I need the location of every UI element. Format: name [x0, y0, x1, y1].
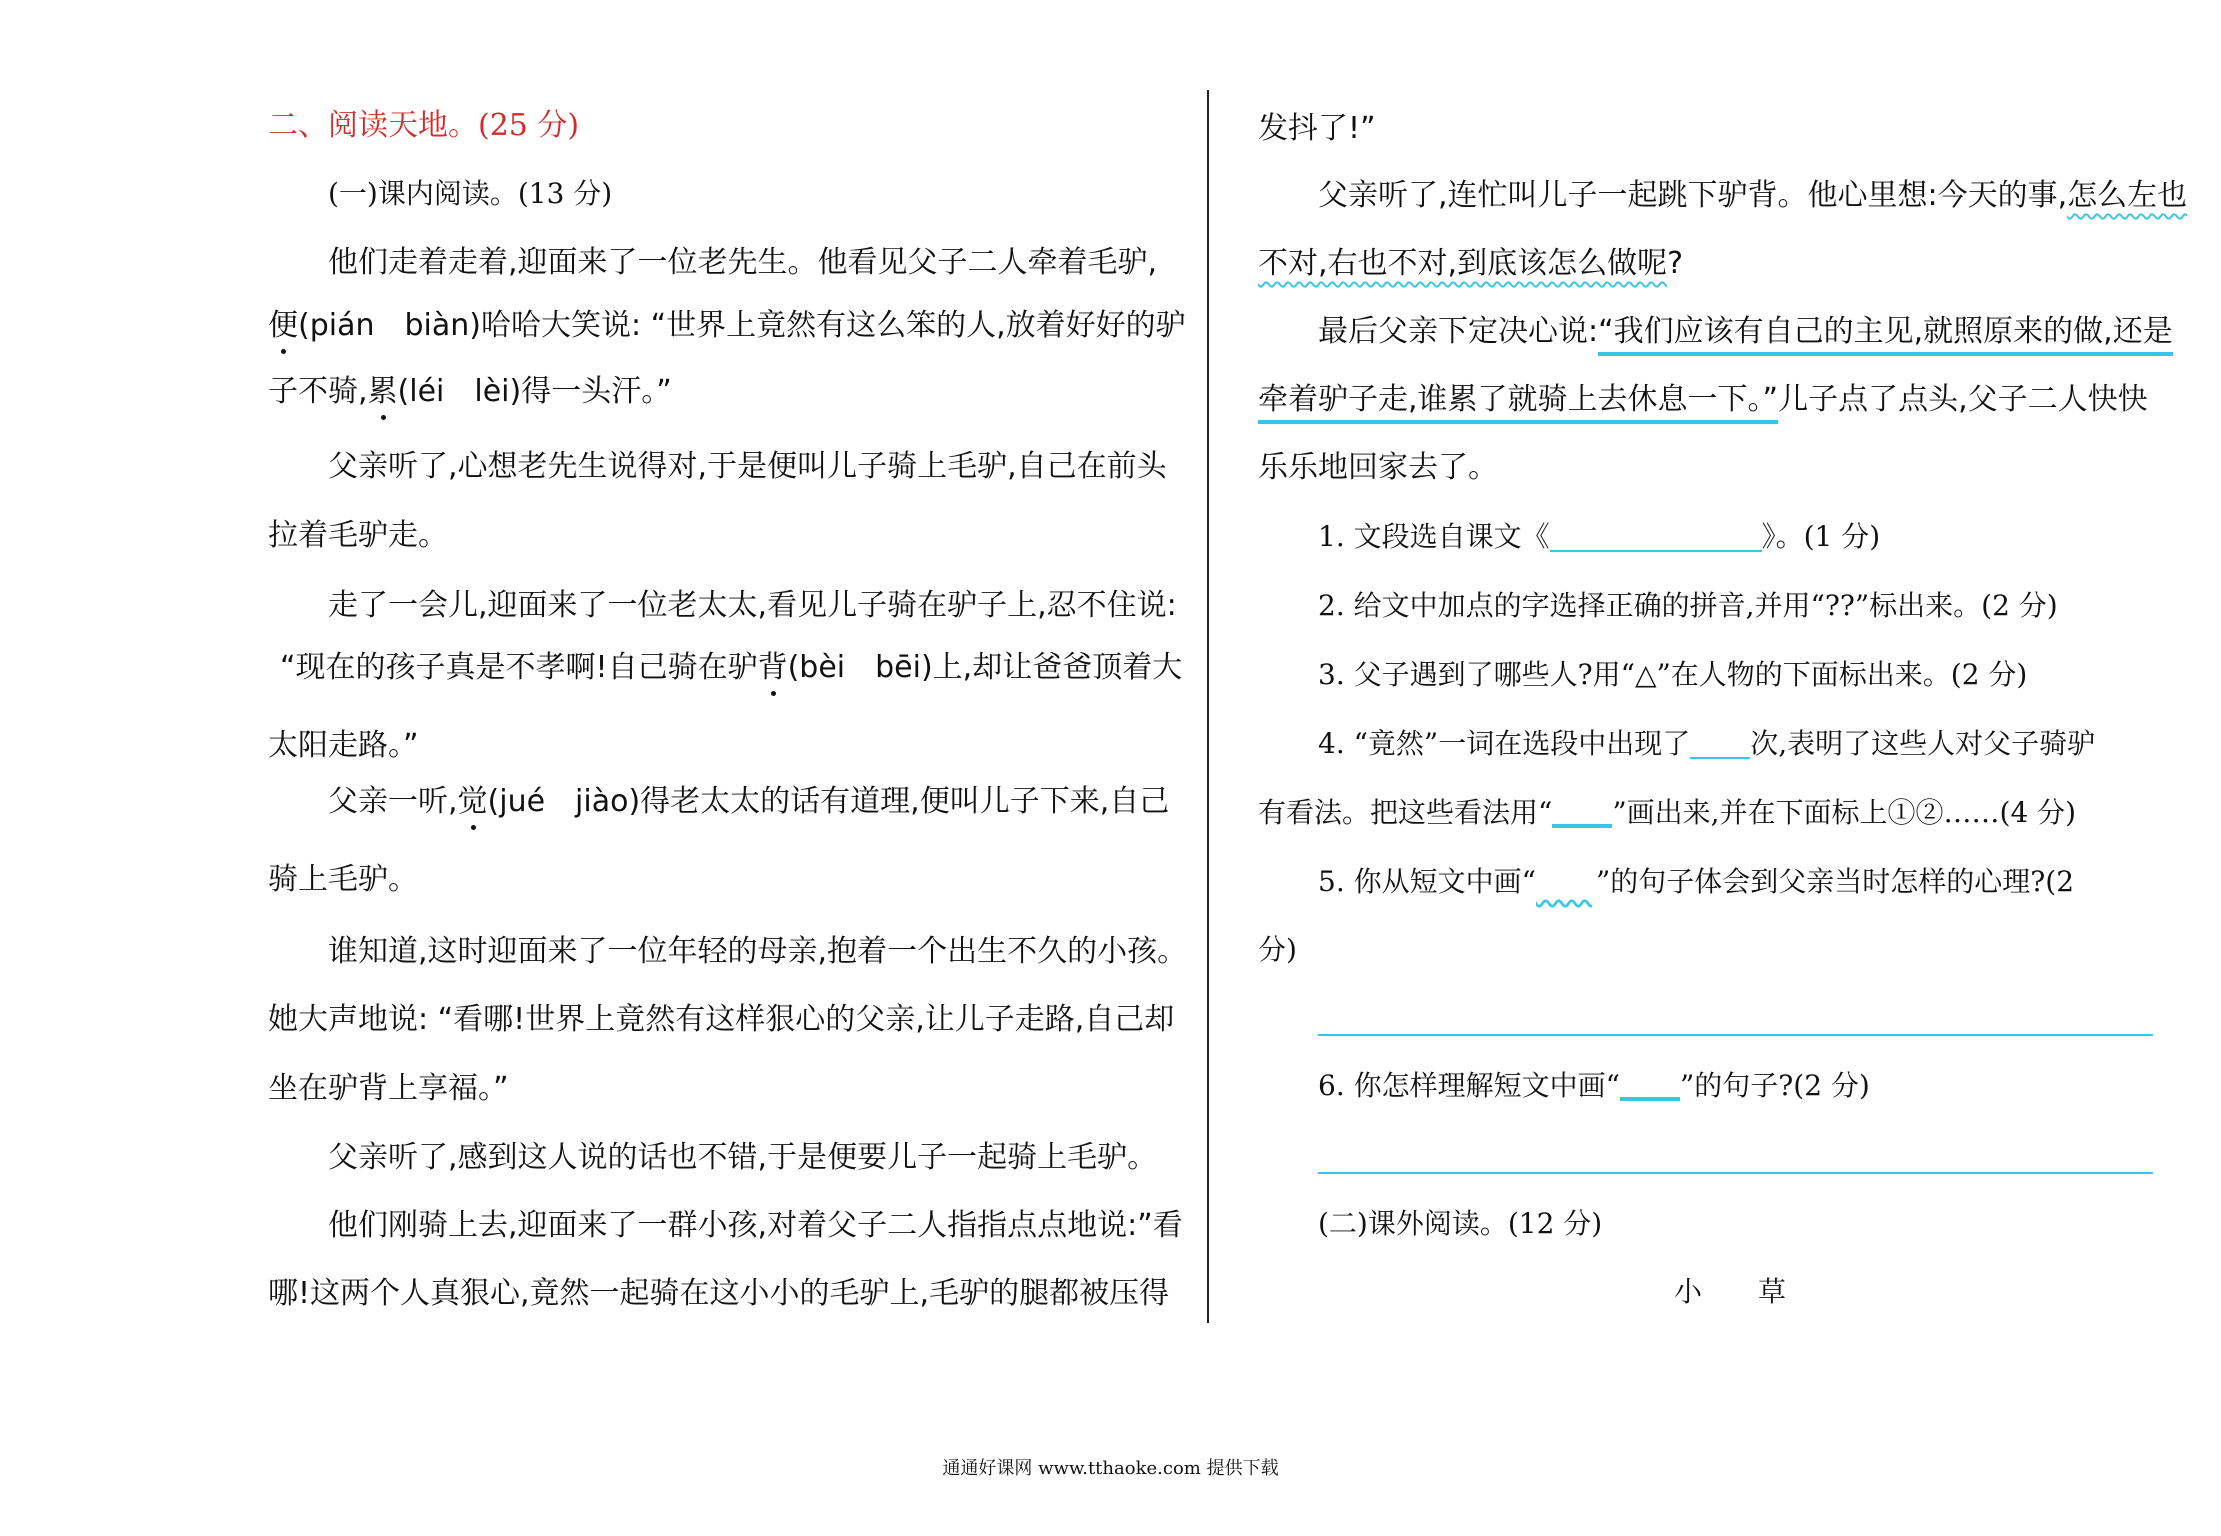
dotted-char: 背 [758, 648, 788, 688]
question-text: ”画出来,并在下面标上①②……(4 分) [1612, 796, 2077, 829]
answer-blank[interactable] [1690, 727, 1750, 759]
passage-line: 拉着毛驴走。 [268, 518, 448, 553]
section-heading: 二、阅读天地。(25 分) [268, 108, 580, 143]
passage-line: 他们走着走着,迎面来了一位老先生。他看见父子二人牵着毛驴, [328, 245, 1158, 280]
column-divider [1207, 90, 1209, 1323]
passage-line: 走了一会儿,迎面来了一位老太太,看见儿子骑在驴子上,忍不住说: [328, 588, 1177, 623]
passage-text: 父亲听了,连忙叫儿子一起跳下驴背。他心里想:今天的事, [1318, 178, 2068, 213]
passage-text: (léi lèi)得一头汗。” [397, 374, 672, 409]
passage-line [280, 648, 1182, 688]
passage-line [328, 782, 1169, 822]
question-text: 6. 你怎样理解短文中画“ [1318, 1069, 1620, 1102]
wavy-underlined-text: 不对,右也不对,到底该怎么做呢 [1258, 246, 1668, 281]
question-text: 有看法。把这些看法用“ [1258, 796, 1553, 829]
passage-line: 太阳走路。” [268, 728, 419, 763]
question-1 [1318, 517, 1880, 557]
passage-line: 谁知道,这时迎面来了一位年轻的母亲,抱着一个出生不久的小孩。 [328, 934, 1188, 969]
passage-text: (bèi bēi)上,却让爸爸顶着大 [787, 650, 1183, 685]
straight-line-mark [1552, 794, 1612, 828]
dotted-char: 累 [368, 372, 398, 412]
subsection-heading: (一)课内阅读。(13 分) [328, 177, 613, 210]
question-4-cont [1258, 793, 2076, 833]
passage-line [1258, 380, 2148, 420]
question-6 [1318, 1066, 1870, 1106]
story-title: 小 草 [1674, 1275, 1787, 1308]
straight-line-mark [1620, 1067, 1680, 1101]
answer-line[interactable] [1318, 1034, 2153, 1036]
answer-blank[interactable] [1550, 520, 1762, 552]
wavy-line-mark [1536, 868, 1596, 898]
question-2: 2. 给文中加点的字选择正确的拼音,并用“??”标出来。(2 分) [1318, 589, 2058, 622]
passage-text: 子不骑, [268, 374, 368, 409]
passage-text: (jué jiào)得老太太的话有道理,便叫儿子下来,自己 [487, 784, 1170, 819]
question-5-cont: 分) [1258, 933, 1297, 966]
answer-line[interactable] [1318, 1172, 2153, 1174]
question-3: 3. 父子遇到了哪些人?用“△”在人物的下面标出来。(2 分) [1318, 658, 2028, 691]
passage-line [1318, 176, 2187, 216]
passage-line [268, 306, 1186, 346]
passage-line: 乐乐地回家去了。 [1258, 450, 1498, 485]
passage-line: 哪!这两个人真狠心,竟然一起骑在这小小的毛驴上,毛驴的腿都被压得 [268, 1276, 1170, 1311]
passage-line: 骑上毛驴。 [268, 862, 418, 897]
passage-line [1318, 312, 2173, 352]
question-text: 次,表明了这些人对父子骑驴 [1750, 727, 2096, 760]
passage-text: 最后父亲下定决心说: [1318, 314, 1599, 349]
passage-line [1258, 244, 1683, 284]
passage-text: ? [1667, 246, 1684, 281]
passage-text: 儿子点了点头,父子二人快快 [1778, 382, 2148, 417]
passage-text: (pián biàn)哈哈大笑说: “世界上竟然有这么笨的人,放着好好的驴 [298, 308, 1186, 343]
question-text: 1. 文段选自课文《 [1318, 520, 1550, 553]
question-text: 4. “竟然”一词在选段中出现了 [1318, 727, 1691, 760]
wavy-underlined-text: 怎么左也 [2067, 178, 2188, 213]
question-text: ”的句子体会到父亲当时怎样的心理?(2 [1595, 865, 2075, 898]
question-text: ”的句子?(2 分) [1679, 1069, 1870, 1102]
passage-text: “现在的孩子真是不孝啊!自己骑在驴 [280, 650, 758, 685]
passage-text: 父亲一听, [328, 784, 458, 819]
passage-line: 父亲听了,心想老先生说得对,于是便叫儿子骑上毛驴,自己在前头 [328, 449, 1167, 484]
passage-line [268, 372, 672, 412]
dotted-char: 觉 [458, 782, 488, 822]
question-5 [1318, 862, 2074, 902]
underlined-text: 牵着驴子走,谁累了就骑上去休息一下。” [1258, 382, 1778, 424]
passage-line: 她大声地说: “看哪!世界上竟然有这样狠心的父亲,让儿子走路,自己却 [268, 1002, 1175, 1037]
question-4 [1318, 724, 2095, 764]
passage-line: 坐在驴背上享福。” [268, 1071, 509, 1106]
subsection-heading-2: (二)课外阅读。(12 分) [1318, 1207, 1603, 1240]
passage-line: 发抖了!” [1258, 111, 1376, 146]
passage-line: 他们刚骑上去,迎面来了一群小孩,对着父子二人指指点点地说:”看 [328, 1208, 1183, 1243]
dotted-char: 便 [268, 306, 298, 346]
passage-line: 父亲听了,感到这人说的话也不错,于是便要儿子一起骑上毛驴。 [328, 1140, 1158, 1175]
question-text: 5. 你从短文中画“ [1318, 865, 1536, 898]
question-text: 》。(1 分) [1761, 520, 1881, 553]
underlined-text: “我们应该有自己的主见,就照原来的做,还是 [1598, 314, 2173, 356]
footer: 通通好课网 www.tthaoke.com 提供下载 [942, 1458, 1279, 1479]
